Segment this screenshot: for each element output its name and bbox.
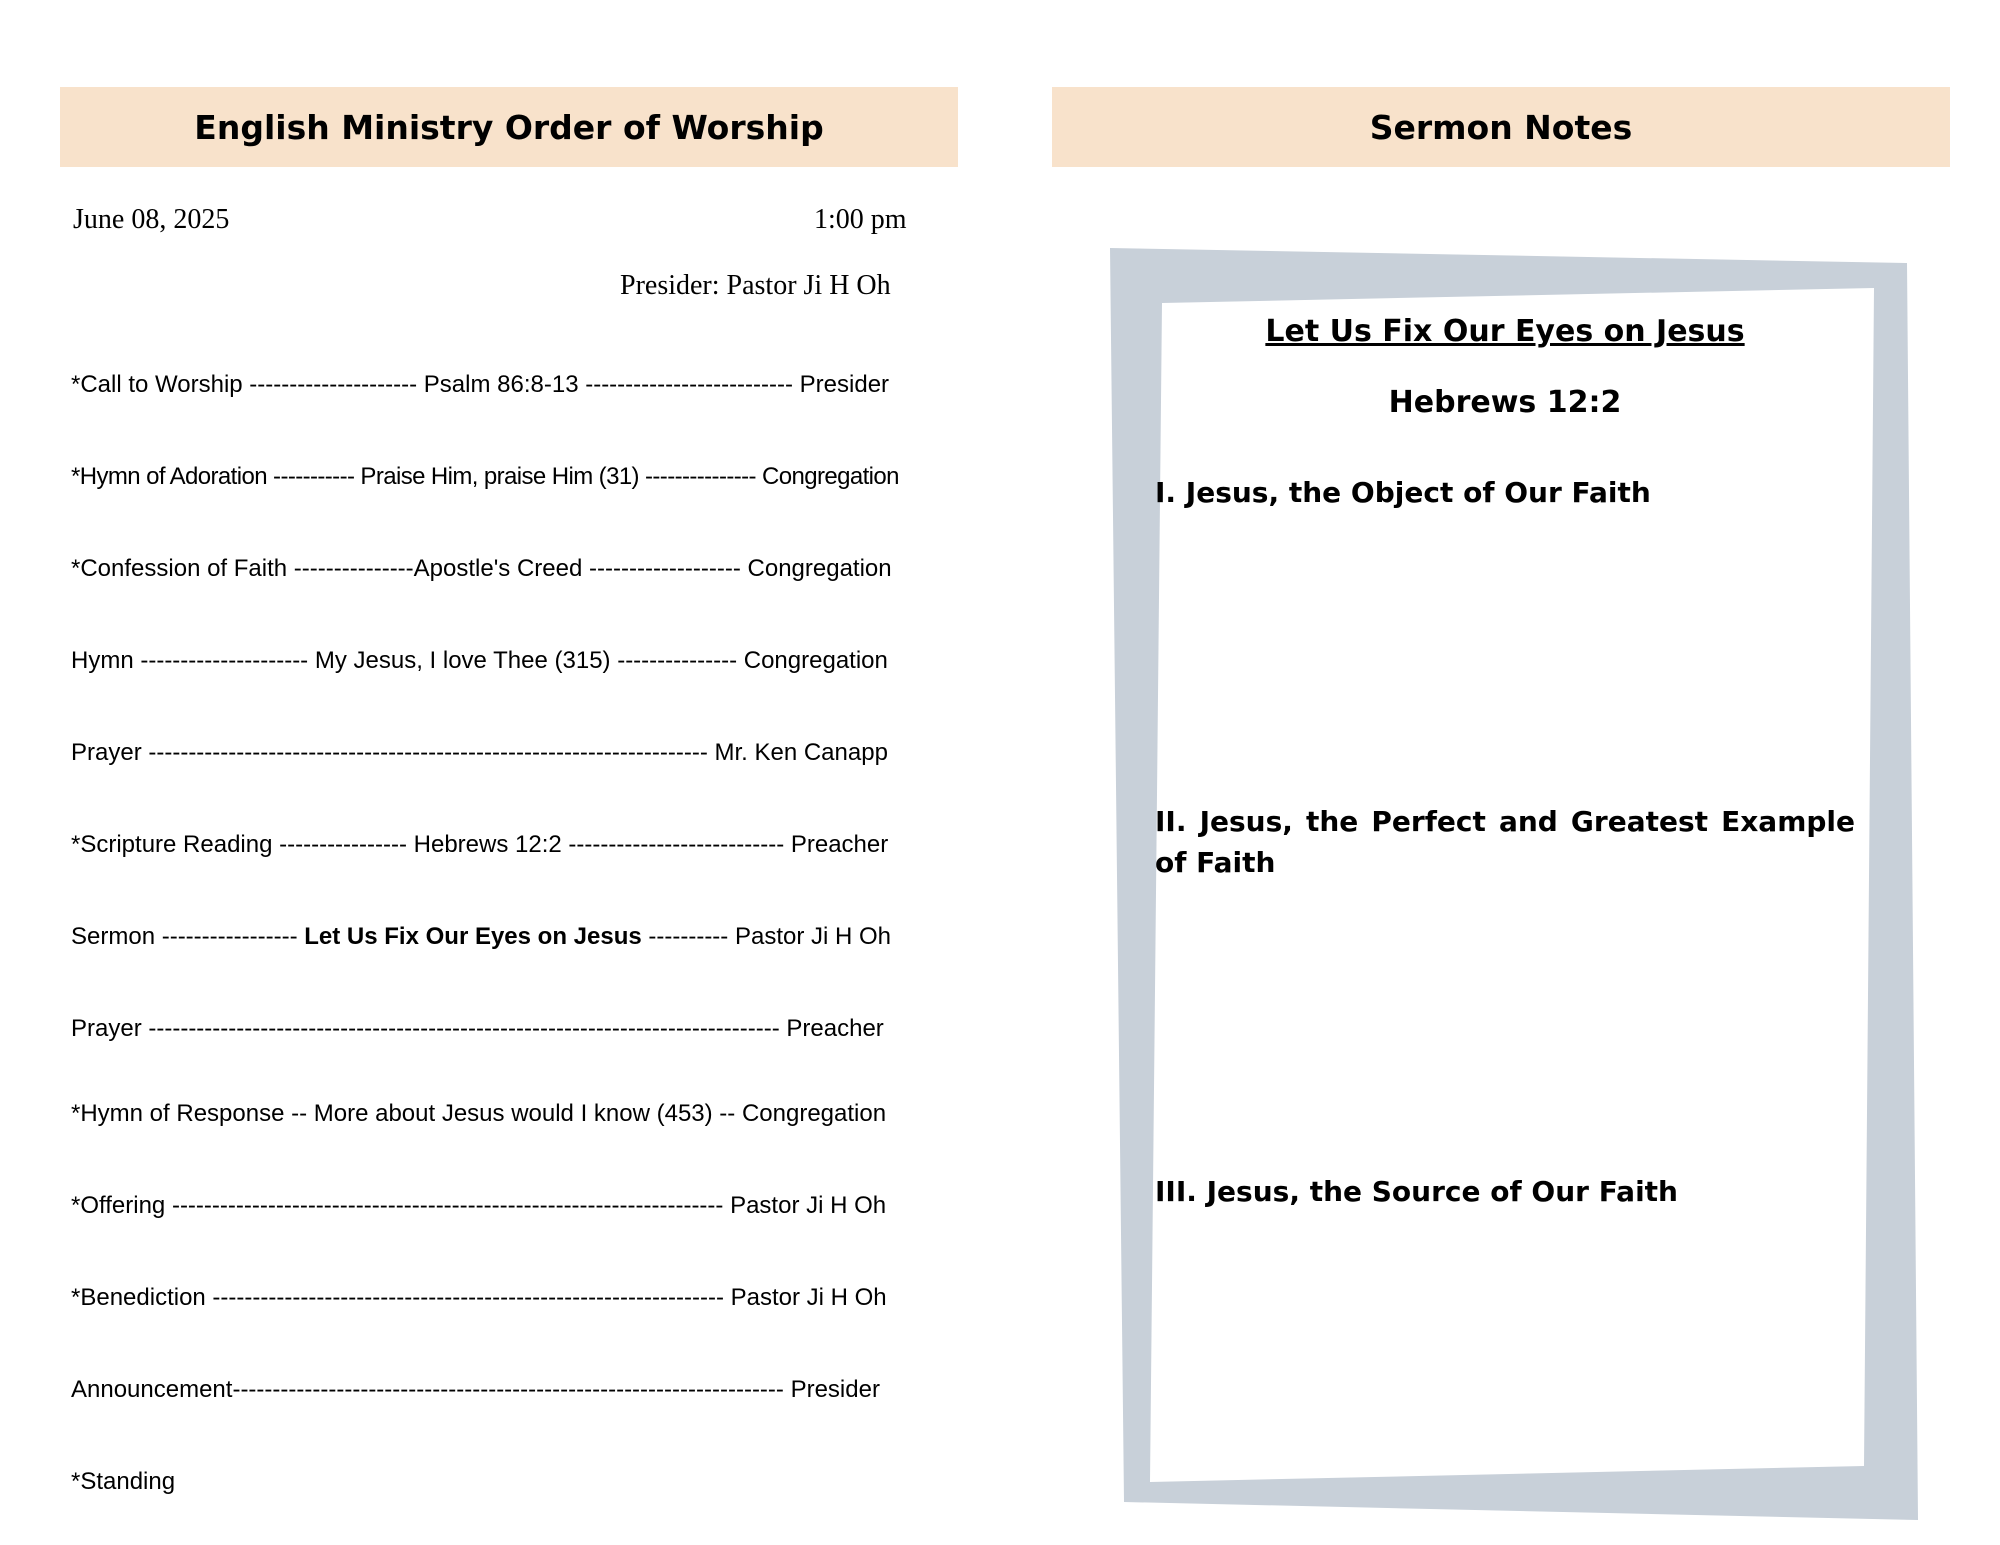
scripture-reference: Hebrews 12:2 <box>1388 385 1622 420</box>
order-item: *Call to Worship --------------------- Psalm 86:8-13 -------------------------- Presider <box>71 371 890 398</box>
order-item: *Confession of Faith ---------------Apostle's Creed ------------------- Congregation <box>71 555 892 582</box>
service-time: 1:00 pm <box>814 204 907 235</box>
order-item: Prayer ---------------------------------------------------------------------- Mr. Ken Canapp <box>71 739 888 766</box>
order-item-sermon: Sermon ----------------- Let Us Fix Our Eyes on Jesus ---------- Pastor Ji H Oh <box>71 923 892 950</box>
order-item: *Hymn of Response -- More about Jesus would I know (453) -- Congregation <box>71 1100 887 1127</box>
order-of-worship-heading: English Ministry Order of Worship <box>60 87 958 167</box>
sermon-point: II. Jesus, the Perfect and Greatest Example of Faith <box>1155 805 1855 879</box>
sermon-point: III. Jesus, the Source of Our Faith <box>1155 1175 1678 1208</box>
presider-line: Presider: Pastor Ji H Oh <box>620 270 891 301</box>
order-item: Hymn --------------------- My Jesus, I love Thee (315) --------------- Congregation <box>71 647 888 674</box>
sermon-title-inline: Let Us Fix Our Eyes on Jesus <box>304 923 642 950</box>
order-item: Announcement--------------------------------------------------------------------- Presider <box>71 1376 880 1403</box>
order-item: *Scripture Reading ---------------- Hebrews 12:2 --------------------------- Preacher <box>71 831 889 858</box>
standing-note: *Standing <box>71 1468 176 1495</box>
service-date: June 08, 2025 <box>73 204 230 235</box>
order-item: *Hymn of Adoration ----------- Praise Him, praise Him (31) --------------- Congregation <box>71 463 899 490</box>
order-item: Prayer ------------------------------------------------------------------------------- Preacher <box>71 1015 884 1042</box>
sermon-point: I. Jesus, the Object of Our Faith <box>1155 476 1651 509</box>
sermon-title: Let Us Fix Our Eyes on Jesus <box>1265 314 1745 349</box>
order-item: *Offering --------------------------------------------------------------------- Pastor Ji H Oh <box>71 1192 887 1219</box>
order-item: *Benediction ---------------------------------------------------------------- Pastor Ji H Oh <box>71 1284 887 1311</box>
sermon-notes-heading: Sermon Notes <box>1052 87 1950 167</box>
